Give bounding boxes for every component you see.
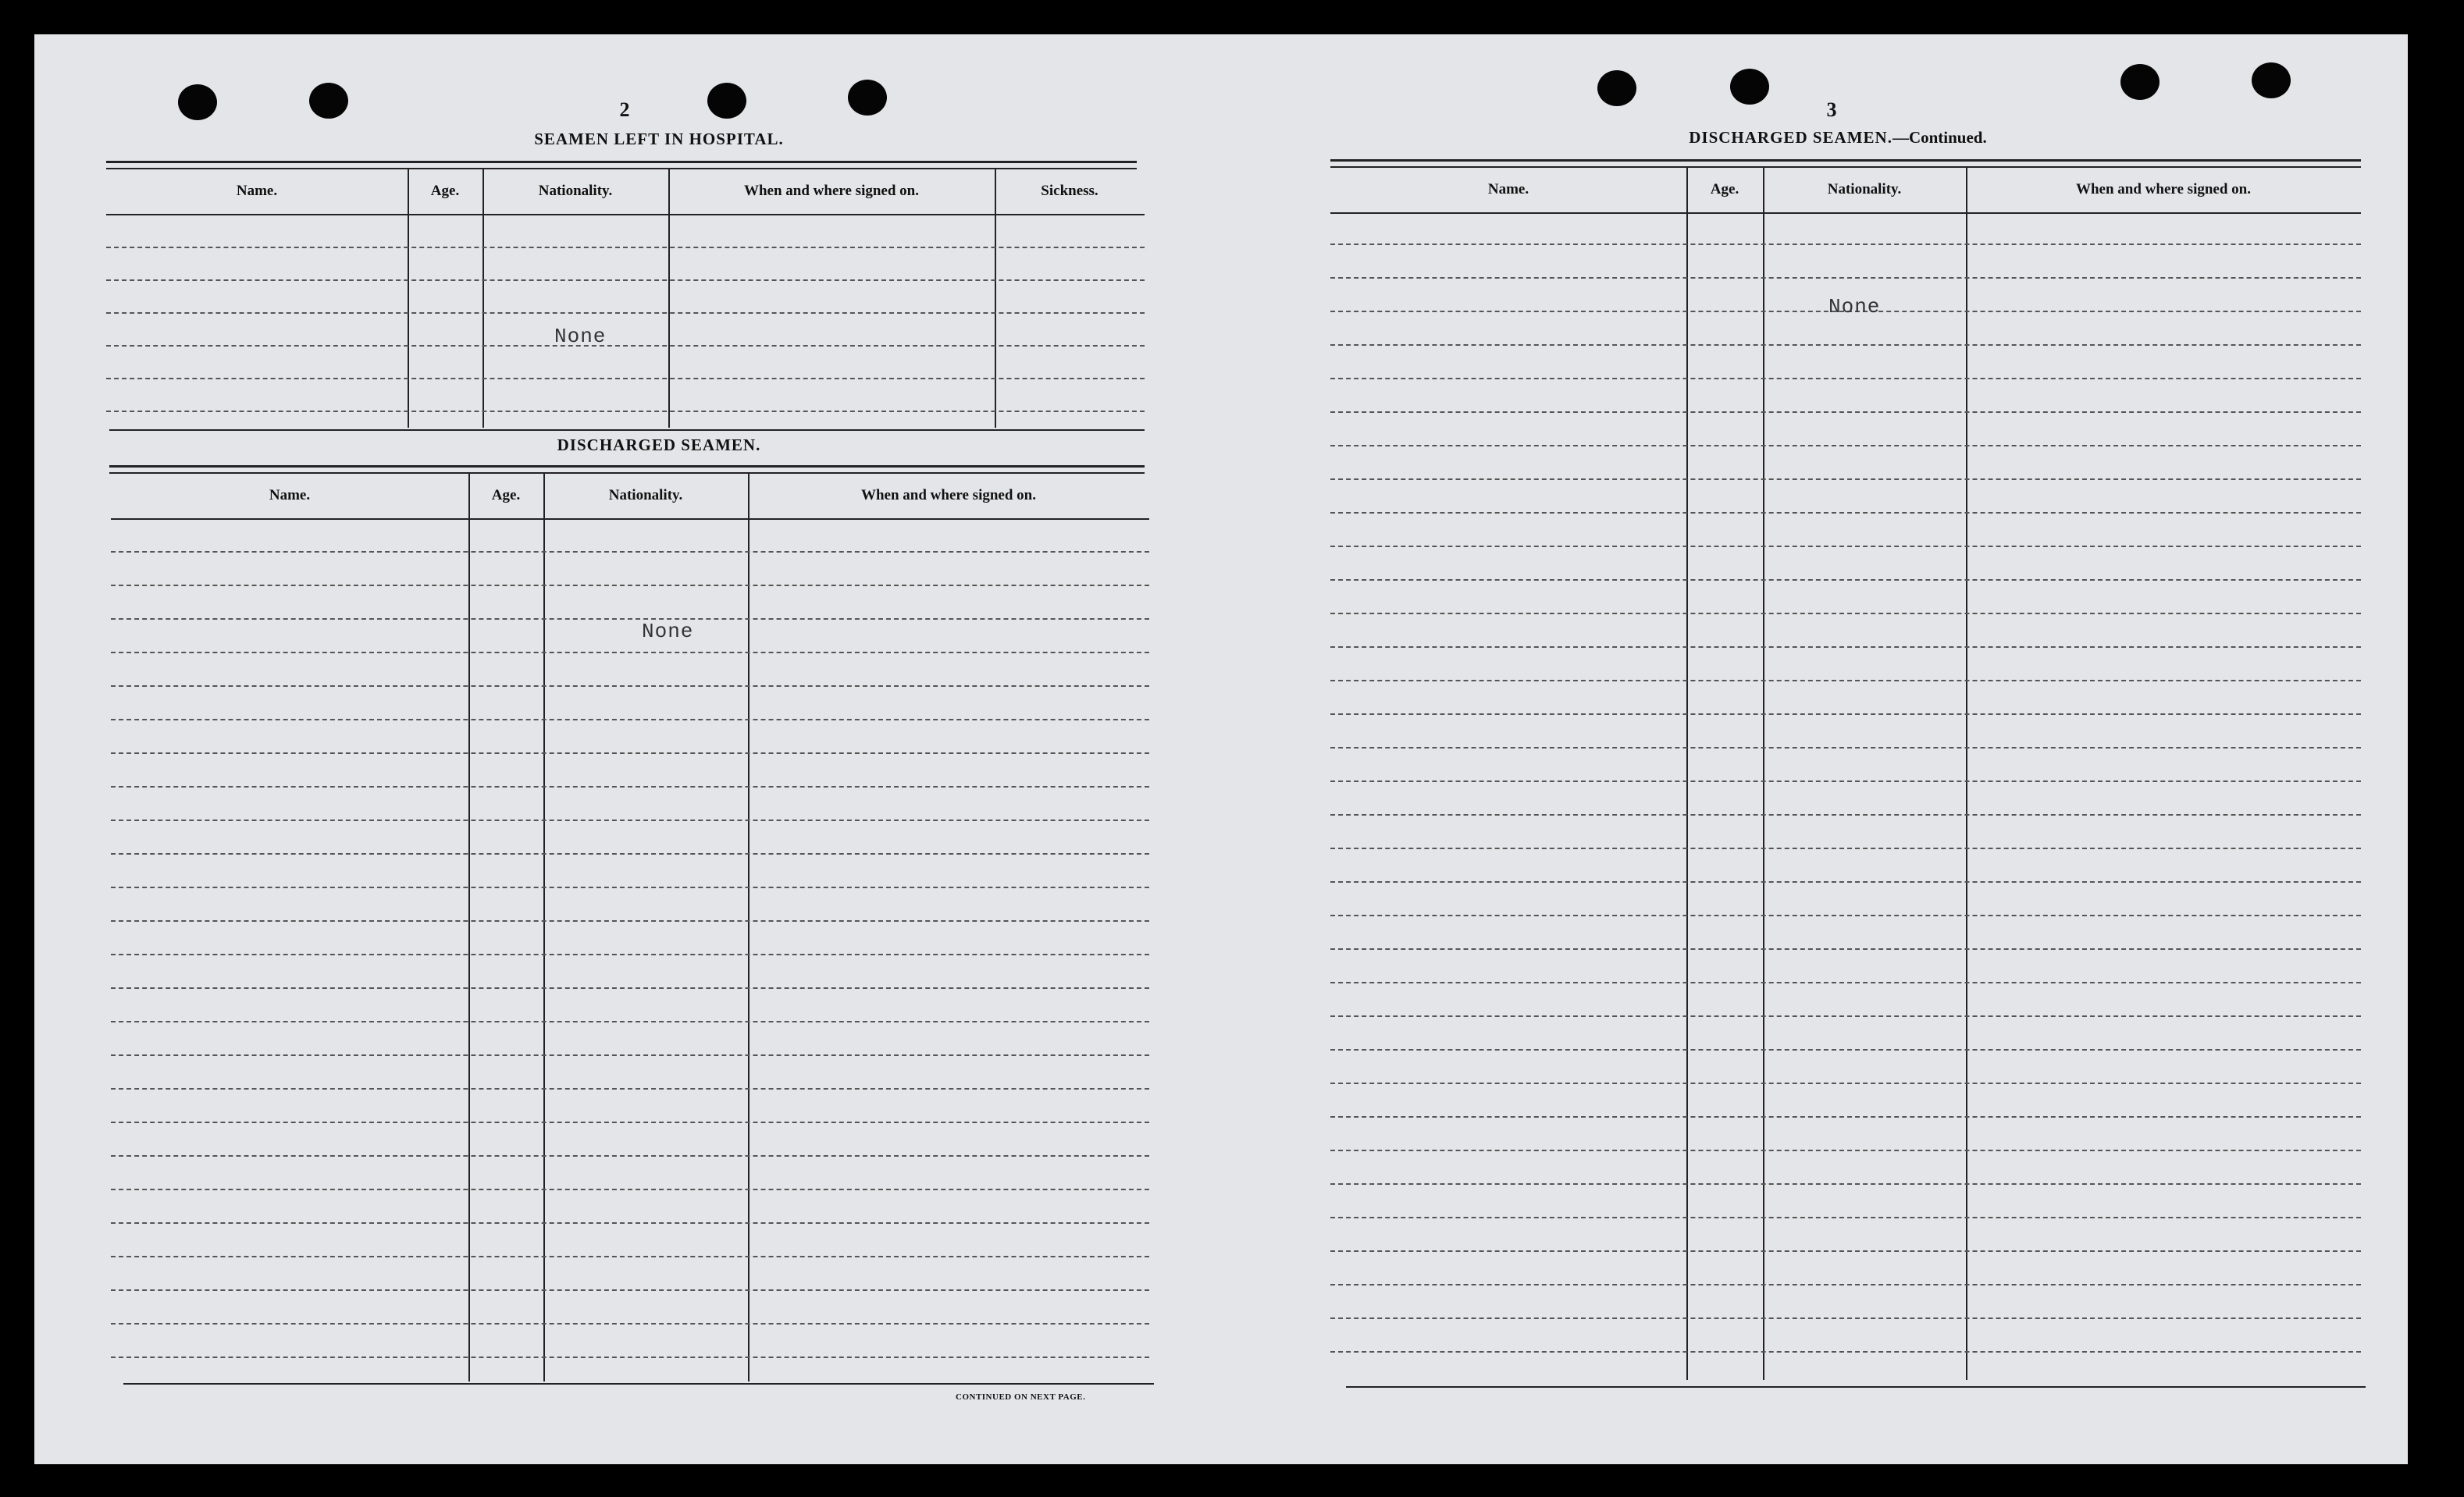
column-header-when-where: When and where signed on. [743,183,919,199]
table-row [1330,1116,2361,1118]
table-row [111,719,1149,720]
table-row [1330,411,2361,413]
table-row [1330,747,2361,748]
punch-hole [2252,62,2291,98]
table-row [1330,1284,2361,1285]
table-row [1330,478,2361,480]
table-row [111,1155,1149,1157]
table-row [111,585,1149,586]
column-header-age: Age. [430,183,460,199]
table-row [1330,277,2361,279]
section-title-suffix: —Continued. [1892,128,1987,147]
table-row [106,312,1145,314]
table-row [1330,244,2361,245]
discharged-table [111,473,1149,1417]
header-rule [1330,212,2361,214]
table-row [111,1289,1149,1291]
table-row [1330,613,2361,614]
column-header-when-where: When and where signed on. [860,487,1036,503]
table-row [111,1021,1149,1022]
table-row [1330,646,2361,648]
column-divider [668,169,670,428]
section-title-text: DISCHARGED SEAMEN. [1689,128,1893,147]
column-header-name: Name. [269,487,311,503]
typed-entry: None [554,325,607,348]
table-row [111,954,1149,955]
column-header-when-where: When and where signed on. [2075,181,2251,197]
table-row [111,786,1149,788]
punch-hole [2120,64,2160,100]
table-row [111,853,1149,855]
table-row [106,279,1145,281]
table-row [1330,781,2361,782]
header-rule [106,214,1145,215]
table-row [111,887,1149,888]
table-row [111,1054,1149,1056]
table-row [111,920,1149,922]
table-row [1330,1083,2361,1084]
punch-hole [309,83,348,119]
table-row [1330,915,2361,916]
bottom-rule [1346,1386,2366,1388]
table-row [111,1088,1149,1090]
column-header-name: Name. [236,183,278,199]
table-row [111,551,1149,553]
bottom-rule [123,1383,1154,1385]
column-header-nationality: Nationality. [608,487,683,503]
column-header-name: Name. [1487,181,1529,197]
table-row [111,987,1149,989]
discharged-continued-table [1330,167,2361,1416]
section-title-discharged-continued [1604,128,2072,148]
typed-entry: None [1828,295,1881,318]
typed-entry: None [642,620,694,643]
table-row [106,378,1145,379]
table-row [106,247,1145,248]
table-row [111,652,1149,653]
left-page [34,34,1221,1464]
column-divider [1763,167,1764,1380]
column-header-age: Age. [491,487,521,503]
table-row [1330,1150,2361,1151]
table-row [111,1357,1149,1358]
column-header-sickness: Sickness. [1041,183,1098,199]
punch-hole [848,80,887,116]
hospital-table [106,169,1145,434]
table-row [1330,512,2361,514]
punch-hole [1597,70,1636,106]
table-row [106,411,1145,412]
column-divider [482,169,484,428]
table-row [1330,814,2361,816]
table-row [1330,579,2361,581]
column-divider [748,473,750,1381]
table-row [1330,881,2361,883]
form-sheet [34,34,2408,1464]
table-row [111,685,1149,687]
punch-hole [707,83,746,119]
column-divider [995,169,996,428]
table-row [1330,1351,2361,1353]
table-row [1330,445,2361,446]
column-divider [408,169,409,428]
table-row [111,1222,1149,1224]
right-page [1252,34,2408,1464]
table-row [111,1189,1149,1190]
table-row [111,618,1149,620]
table-row [1330,1317,2361,1319]
table-row [1330,1015,2361,1017]
table-row [1330,1217,2361,1218]
table-row [1330,378,2361,379]
table-row [1330,344,2361,346]
column-header-nationality: Nationality. [1827,181,1902,197]
table-row [111,1323,1149,1325]
table-row [1330,680,2361,681]
column-divider [1966,167,1967,1380]
continued-note: CONTINUED ON NEXT PAGE. [956,1392,1086,1402]
section-rule [109,429,1145,431]
table-row [1330,1049,2361,1051]
table-row [106,345,1145,347]
table-row [1330,713,2361,715]
table-row [1330,848,2361,849]
table-row [111,1256,1149,1257]
section-title-hospital: SEAMEN LEFT IN HOSPITAL. [534,130,784,148]
punch-hole [1730,69,1769,105]
page-number: 2 [619,98,630,121]
header-rule [111,518,1149,520]
column-header-nationality: Nationality. [538,183,613,199]
table-row [111,1122,1149,1123]
column-divider [1686,167,1688,1380]
column-header-age: Age. [1710,181,1739,197]
table-row [1330,1250,2361,1252]
table-row [1330,982,2361,983]
table-row [111,820,1149,821]
table-row [1330,948,2361,950]
punch-hole [178,84,217,120]
section-title-discharged: DISCHARGED SEAMEN. [557,436,761,454]
column-divider [468,473,470,1381]
column-divider [543,473,545,1381]
table-row [1330,1183,2361,1185]
table-row [1330,546,2361,547]
page-number: 3 [1826,98,1837,121]
table-row [111,752,1149,754]
